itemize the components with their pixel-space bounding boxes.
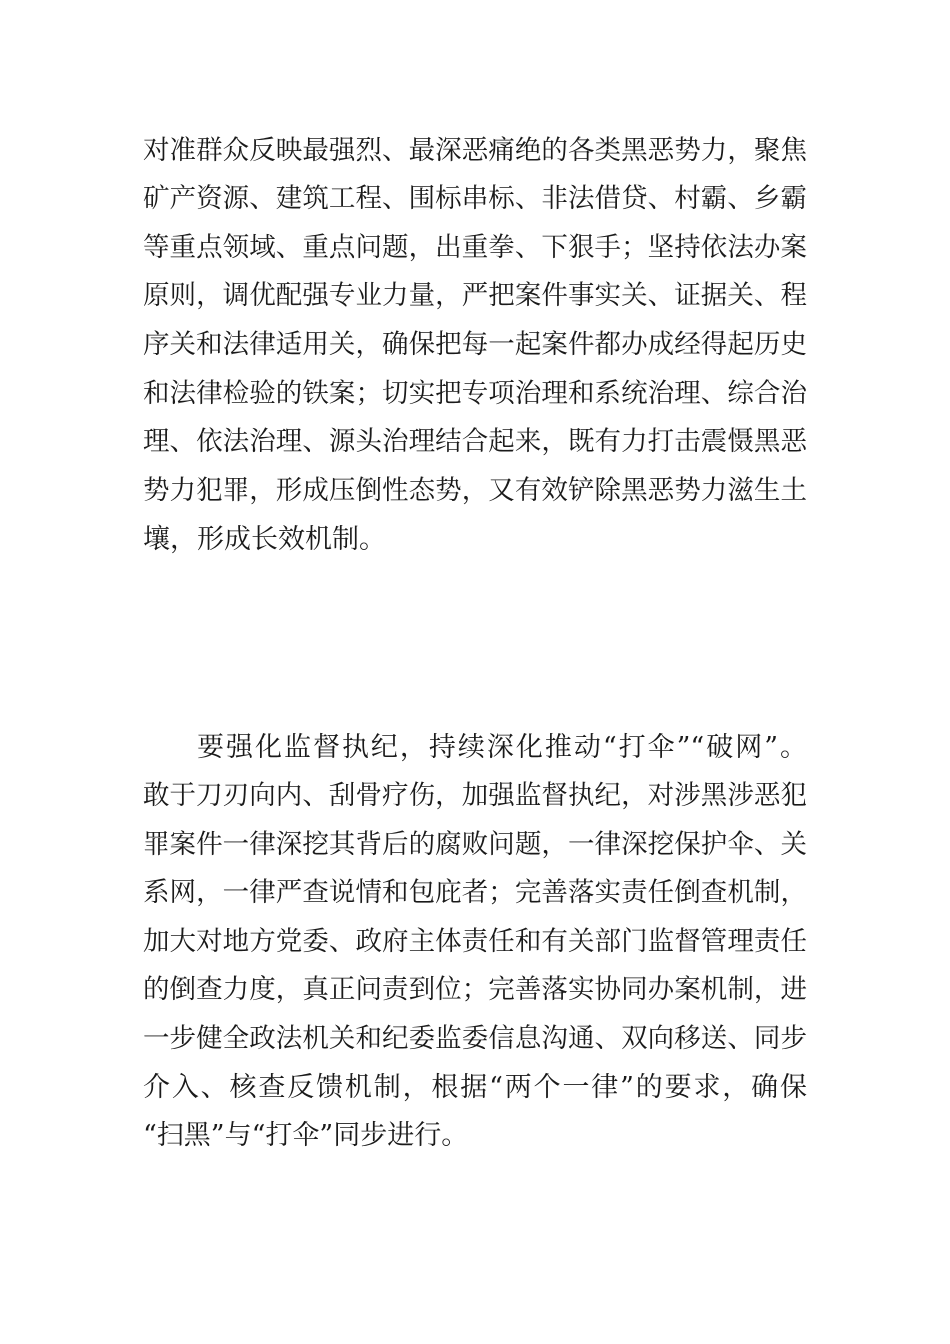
paragraph-line: 一步健全政法机关和纪委监委信息沟通、双向移送、同步	[143, 1023, 807, 1054]
paragraph-line: 系网，一律严查说情和包庇者；完善落实责任倒查机制，	[143, 877, 807, 908]
paragraph-line: 敢于刀刃向内、刮骨疗伤，加强监督执纪，对涉黑涉恶犯	[143, 780, 807, 811]
paragraph-line: 对准群众反映最强烈、最深恶痛绝的各类黑恶势力，聚焦	[143, 135, 807, 166]
paragraph-line: 序关和法律适用关，确保把每一起案件都办成经得起历史	[143, 329, 807, 360]
paragraph-line: 矿产资源、建筑工程、围标串标、非法借贷、村霸、乡霸	[143, 183, 807, 214]
paragraph-line: 原则，调优配强专业力量，严把案件事实关、证据关、程	[143, 280, 807, 311]
paragraph-line: “扫黑”与“打伞”同步进行。	[143, 1120, 469, 1151]
paragraph-line: 的倒查力度，真正问责到位；完善落实协同办案机制，进	[143, 974, 807, 1005]
paragraph-line: 罪案件一律深挖其背后的腐败问题，一律深挖保护伞、关	[143, 829, 807, 860]
paragraph-line: 等重点领域、重点问题，出重拳、下狠手；坚持依法办案	[143, 232, 807, 263]
paragraph-line: 理、依法治理、源头治理结合起来，既有力打击震慑黑恶	[143, 426, 807, 457]
paragraph-line: 要强化监督执纪，持续深化推动“打伞”“破网”。	[197, 732, 807, 763]
paragraph-line: 加大对地方党委、政府主体责任和有关部门监督管理责任	[143, 926, 807, 957]
paragraph-line: 壤，形成长效机制。	[143, 524, 386, 555]
paragraph-line: 和法律检验的铁案；切实把专项治理和系统治理、综合治	[143, 378, 807, 409]
paragraph-line: 介入、核查反馈机制，根据“两个一律”的要求，确保	[143, 1072, 807, 1103]
paragraph-line: 势力犯罪，形成压倒性态势，又有效铲除黑恶势力滋生土	[143, 475, 807, 506]
